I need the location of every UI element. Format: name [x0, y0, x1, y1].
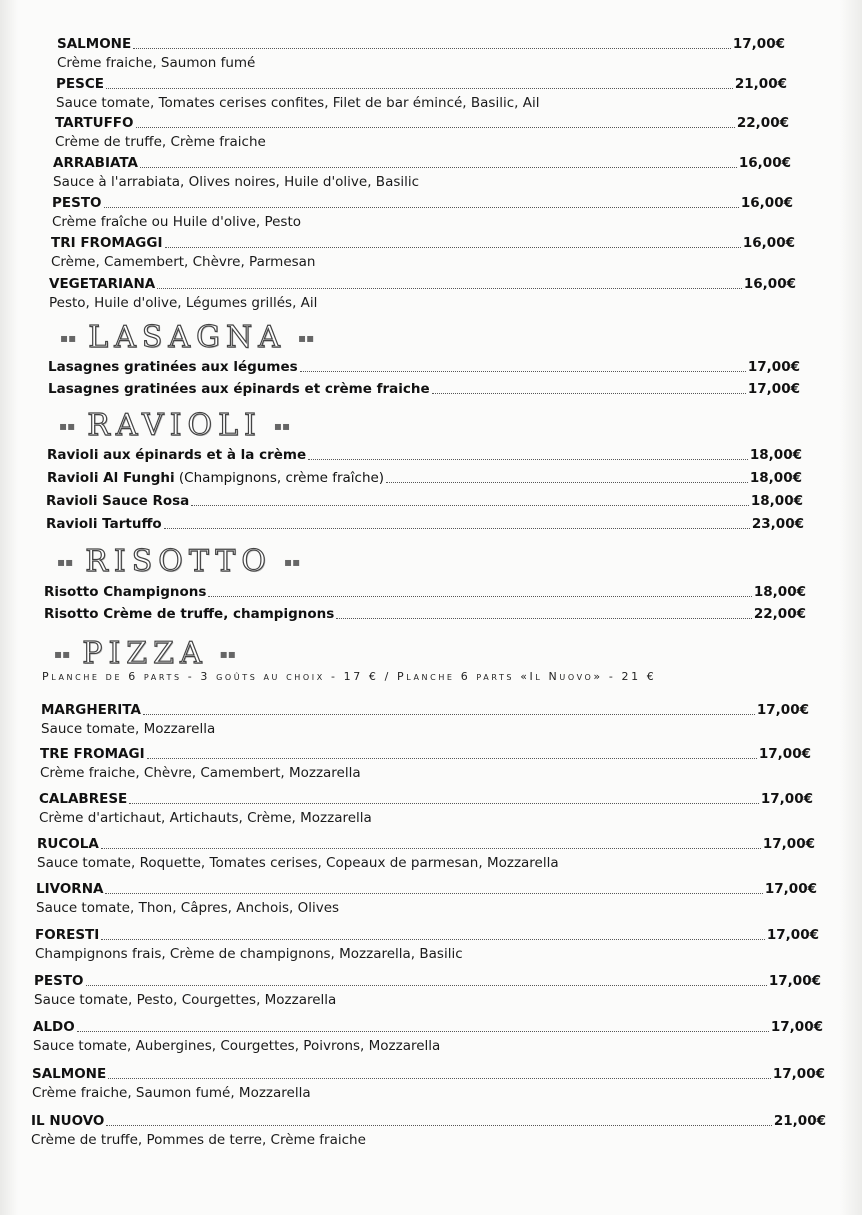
- item-price: 18,00€: [749, 470, 802, 486]
- item-price: 22,00€: [753, 606, 806, 622]
- item-price: 16,00€: [742, 235, 795, 251]
- item-name: ARRABIATA: [53, 155, 139, 171]
- item-description: Crème fraîche ou Huile d'olive, Pesto: [52, 214, 302, 230]
- item-price: 17,00€: [766, 927, 819, 943]
- item-name: ALDO: [33, 1019, 75, 1035]
- menu-item: [44, 584, 806, 600]
- menu-item: [33, 1019, 823, 1054]
- item-price: 17,00€: [770, 1019, 823, 1035]
- menu-item: [31, 1113, 826, 1148]
- item-description: Sauce tomate, Tomates cerises confites, Filet de bar émincé, Basilic, Ail: [56, 95, 540, 111]
- menu-item: [55, 115, 789, 150]
- menu-item: [39, 791, 813, 826]
- ornament-icon: ▪▪: [57, 554, 74, 569]
- item-description: Crème fraiche, Saumon fumé: [57, 55, 256, 71]
- item-price: 18,00€: [749, 447, 802, 463]
- item-price: 18,00€: [750, 493, 803, 509]
- item-price: 17,00€: [760, 791, 813, 807]
- menu-item: [48, 359, 800, 375]
- item-name: Ravioli Al Funghi: [47, 470, 175, 486]
- item-name: Lasagnes gratinées aux légumes: [48, 359, 298, 375]
- item-name: PESTO: [52, 195, 102, 211]
- section-header-lasagna: [48, 320, 326, 355]
- menu-item: [40, 746, 811, 781]
- item-description: Sauce tomate, Thon, Câpres, Anchois, Olives: [36, 900, 340, 916]
- item-price: 17,00€: [764, 881, 817, 897]
- item-name: SALMONE: [57, 36, 132, 52]
- menu-item: [57, 36, 785, 71]
- item-price: 16,00€: [740, 195, 793, 211]
- item-price: 22,00€: [736, 115, 789, 131]
- item-name: TRE FROMAGI: [40, 746, 145, 762]
- item-price: 17,00€: [756, 702, 809, 718]
- ornament-icon: ▪▪: [59, 418, 76, 433]
- section-header-pizza: [42, 636, 248, 671]
- item-description: Crème, Camembert, Chèvre, Parmesan: [51, 254, 316, 270]
- item-price: 17,00€: [762, 836, 815, 852]
- section-header-risotto: [45, 544, 312, 579]
- menu-item: [53, 155, 791, 190]
- menu-item: [51, 235, 795, 270]
- item-name: FORESTI: [35, 927, 100, 943]
- item-description: Champignons frais, Crème de champignons, Mozzarella, Basilic: [35, 946, 463, 962]
- menu-item: [47, 470, 802, 486]
- item-description: Sauce tomate, Mozzarella: [41, 721, 216, 737]
- menu-item: [35, 927, 819, 962]
- item-name: CALABRESE: [39, 791, 128, 807]
- item-name: IL NUOVO: [31, 1113, 105, 1129]
- menu-item: [34, 973, 821, 1008]
- menu-item: [56, 76, 787, 111]
- ornament-icon: ▪▪: [54, 646, 71, 661]
- section-title: RISOTTO: [85, 544, 273, 579]
- ornament-icon: ▪▪: [297, 330, 315, 345]
- menu-item: [47, 447, 802, 463]
- item-description: Crème d'artichaut, Artichauts, Crème, Mozzarella: [39, 810, 372, 826]
- menu-item: [44, 606, 806, 622]
- ornament-icon: ▪▪: [219, 646, 236, 661]
- item-price: 18,00€: [753, 584, 806, 600]
- menu-item: [36, 881, 817, 916]
- item-name: RUCOLA: [37, 836, 99, 852]
- item-name: TRI FROMAGGI: [51, 235, 163, 251]
- menu-item: [37, 836, 815, 871]
- item-description: Crème fraiche, Saumon fumé, Mozzarella: [32, 1085, 311, 1101]
- menu-item: [48, 381, 800, 397]
- item-name: PESTO: [34, 973, 84, 989]
- section-title: PIZZA: [82, 636, 208, 671]
- item-description: Sauce tomate, Roquette, Tomates cerises, Copeaux de parmesan, Mozzarella: [37, 855, 559, 871]
- ornament-icon: ▪▪: [284, 554, 301, 569]
- item-description: Crème de truffe, Pommes de terre, Crème fraiche: [31, 1132, 366, 1148]
- item-name: VEGETARIANA: [49, 276, 156, 292]
- item-description: Crème de truffe, Crème fraiche: [55, 134, 266, 150]
- item-name: LIVORNA: [36, 881, 104, 897]
- item-name: Ravioli Tartuffo: [46, 516, 162, 532]
- item-name: Lasagnes gratinées aux épinards et crème fraiche: [48, 381, 430, 397]
- item-price: 23,00€: [751, 516, 804, 532]
- item-description: Sauce à l'arrabiata, Olives noires, Huile d'olive, Basilic: [53, 174, 420, 190]
- item-price: 21,00€: [734, 76, 787, 92]
- item-price: 17,00€: [747, 381, 800, 397]
- section-header-ravioli: [47, 408, 302, 443]
- item-price: 21,00€: [773, 1113, 826, 1129]
- section-title: LASAGNA: [88, 320, 286, 355]
- menu-item: [46, 516, 804, 532]
- item-price: 17,00€: [772, 1066, 825, 1082]
- item-price: 17,00€: [758, 746, 811, 762]
- item-price: 17,00€: [768, 973, 821, 989]
- menu-item: [46, 493, 803, 509]
- menu-item: [32, 1066, 825, 1101]
- menu-item: [52, 195, 793, 230]
- item-name: PESCE: [56, 76, 104, 92]
- item-name: MARGHERITA: [41, 702, 141, 718]
- item-description: Sauce tomate, Aubergines, Courgettes, Poivrons, Mozzarella: [33, 1038, 441, 1054]
- item-name: Ravioli aux épinards et à la crème: [47, 447, 307, 463]
- menu-item: [49, 276, 796, 311]
- ornament-icon: ▪▪: [60, 330, 77, 345]
- ornament-icon: ▪▪: [273, 418, 291, 433]
- item-name: TARTUFFO: [55, 115, 134, 131]
- item-price: 17,00€: [747, 359, 800, 375]
- item-name: Ravioli Sauce Rosa: [46, 493, 190, 509]
- item-name: Risotto Crème de truffe, champignons: [44, 606, 335, 622]
- item-price: 16,00€: [738, 155, 791, 171]
- item-price: 17,00€: [732, 36, 785, 52]
- item-name: SALMONE: [32, 1066, 107, 1082]
- section-title: RAVIOLI: [87, 408, 262, 443]
- item-description: Crème fraiche, Chèvre, Camembert, Mozzarella: [40, 765, 361, 781]
- menu-item: [41, 702, 809, 737]
- item-name: Risotto Champignons: [44, 584, 207, 600]
- item-note: (Champignons, crème fraîche): [174, 470, 385, 486]
- pizza-subtitle: Planche de 6 parts - 3 goûts au choix - 17 € / Planche 6 parts «Il Nuovo» - 21 €: [42, 670, 657, 683]
- item-price: 16,00€: [743, 276, 796, 292]
- item-description: Pesto, Huile d'olive, Légumes grillés, Ail: [49, 295, 318, 311]
- item-description: Sauce tomate, Pesto, Courgettes, Mozzarella: [34, 992, 337, 1008]
